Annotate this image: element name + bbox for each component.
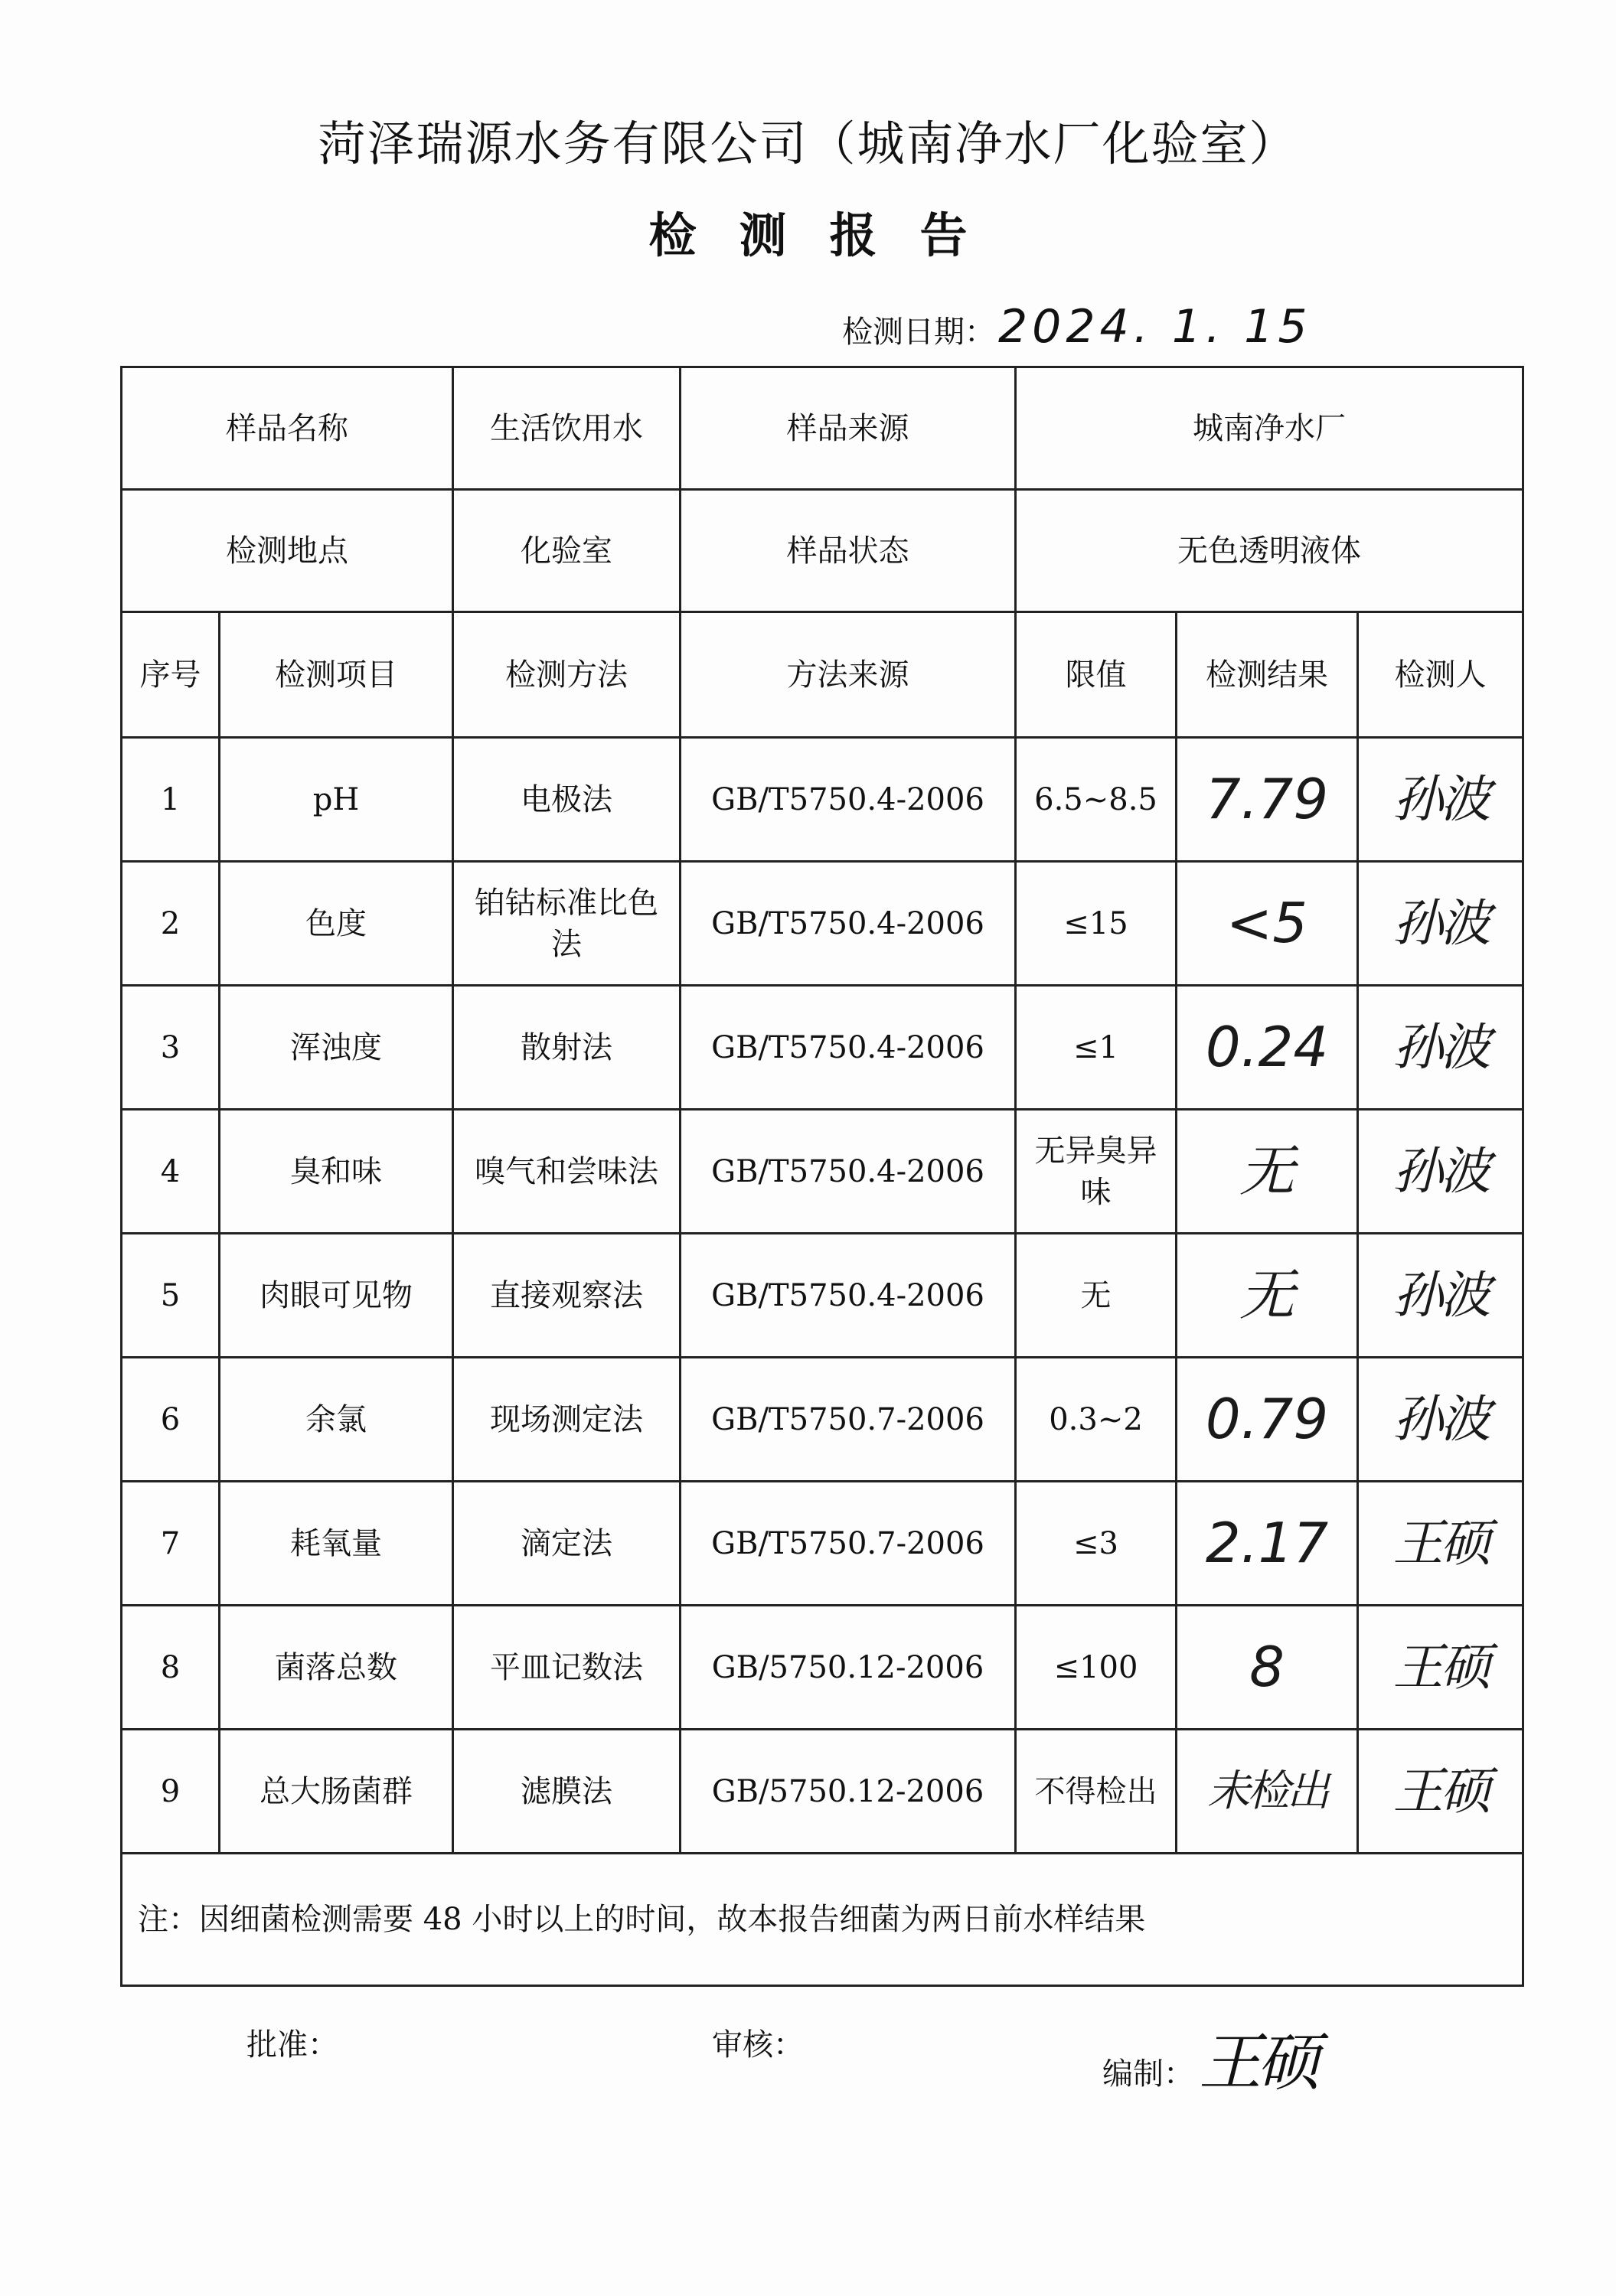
row-result: 2.17 [1177, 1482, 1358, 1606]
row-item: 余氯 [220, 1358, 453, 1482]
table-row [122, 1482, 1523, 1606]
row-method: 直接观察法 [453, 1234, 681, 1358]
row-limit: ≤15 [1016, 862, 1177, 986]
row-source: GB/T5750.4-2006 [681, 986, 1016, 1110]
row-source: GB/5750.12-2006 [681, 1730, 1016, 1854]
sample-info-row [122, 367, 1523, 490]
row-index: 8 [122, 1606, 220, 1730]
row-source: GB/T5750.7-2006 [681, 1358, 1016, 1482]
row-method: 散射法 [453, 986, 681, 1110]
sample-name-label: 样品名称 [122, 367, 453, 490]
row-index: 6 [122, 1358, 220, 1482]
compile-label: 编制： [1102, 2056, 1194, 2092]
row-method: 铂钴标准比色法 [453, 862, 681, 986]
row-limit: ≤1 [1016, 986, 1177, 1110]
row-limit: 不得检出 [1016, 1730, 1177, 1854]
row-item: 耗氧量 [220, 1482, 453, 1606]
row-item: 肉眼可见物 [220, 1234, 453, 1358]
sample-source-label: 样品来源 [681, 367, 1016, 490]
row-result: 0.24 [1177, 986, 1358, 1110]
table-row [122, 1110, 1523, 1234]
col-header-result: 检测结果 [1177, 612, 1358, 738]
sample-state-label: 样品状态 [681, 490, 1016, 612]
col-header-index: 序号 [122, 612, 220, 738]
row-result: 0.79 [1177, 1358, 1358, 1482]
row-item: pH [220, 738, 453, 862]
row-result: 8 [1177, 1606, 1358, 1730]
row-source: GB/T5750.7-2006 [681, 1482, 1016, 1606]
row-limit: 6.5~8.5 [1016, 738, 1177, 862]
location-value: 化验室 [453, 490, 681, 612]
row-method: 滤膜法 [453, 1730, 681, 1854]
row-tester-signature: 王硕 [1358, 1730, 1523, 1854]
row-result: <5 [1177, 862, 1358, 986]
row-item: 总大肠菌群 [220, 1730, 453, 1854]
col-header-tester: 检测人 [1358, 612, 1523, 738]
review-label: 审核： [712, 2027, 804, 2063]
row-method: 现场测定法 [453, 1358, 681, 1482]
row-tester-signature: 王硕 [1358, 1482, 1523, 1606]
row-item: 菌落总数 [220, 1606, 453, 1730]
test-date-value: 2024. 1. 15 [998, 300, 1312, 354]
row-tester-signature: 孙波 [1358, 986, 1523, 1110]
row-index: 9 [122, 1730, 220, 1854]
row-method: 嗅气和尝味法 [453, 1110, 681, 1234]
row-source: GB/T5750.4-2006 [681, 1234, 1016, 1358]
report-note: 注：因细菌检测需要 48 小时以上的时间，故本报告细菌为两日前水样结果 [122, 1854, 1523, 1986]
test-date-label: 检测日期： [842, 315, 995, 350]
sample-source-value: 城南净水厂 [1016, 367, 1523, 490]
row-source: GB/T5750.4-2006 [681, 862, 1016, 986]
row-index: 5 [122, 1234, 220, 1358]
row-limit: ≤3 [1016, 1482, 1177, 1606]
row-limit: 0.3~2 [1016, 1358, 1177, 1482]
approve-label: 批准： [246, 2027, 338, 2063]
row-tester-signature: 孙波 [1358, 1110, 1523, 1234]
organization-title: 菏泽瑞源水务有限公司（城南净水厂化验室） [318, 116, 1298, 171]
row-tester-signature: 孙波 [1358, 862, 1523, 986]
row-index: 3 [122, 986, 220, 1110]
row-index: 1 [122, 738, 220, 862]
row-result: 7.79 [1177, 738, 1358, 862]
table-header-row [122, 612, 1523, 738]
row-limit: ≤100 [1016, 1606, 1177, 1730]
row-source: GB/T5750.4-2006 [681, 738, 1016, 862]
row-index: 2 [122, 862, 220, 986]
row-method: 平皿记数法 [453, 1606, 681, 1730]
row-limit: 无 [1016, 1234, 1177, 1358]
approve-field [246, 2020, 338, 2064]
compiler-signature: 王硕 [1199, 2027, 1315, 2099]
report-title: 检测报告 [648, 207, 1010, 263]
row-source: GB/T5750.4-2006 [681, 1110, 1016, 1234]
table-row [122, 1730, 1523, 1854]
row-source: GB/5750.12-2006 [681, 1606, 1016, 1730]
table-row [122, 738, 1523, 862]
report-table [120, 366, 1524, 1987]
location-label: 检测地点 [122, 490, 453, 612]
row-index: 4 [122, 1110, 220, 1234]
row-tester-signature: 孙波 [1358, 738, 1523, 862]
note-row [122, 1854, 1523, 1986]
sample-name-value: 生活饮用水 [453, 367, 681, 490]
row-tester-signature: 孙波 [1358, 1358, 1523, 1482]
col-header-item: 检测项目 [220, 612, 453, 738]
col-header-method: 检测方法 [453, 612, 681, 738]
row-index: 7 [122, 1482, 220, 1606]
row-tester-signature: 孙波 [1358, 1234, 1523, 1358]
row-result: 无 [1177, 1234, 1358, 1358]
row-result: 无 [1177, 1110, 1358, 1234]
test-date [842, 300, 1312, 354]
table-row [122, 1358, 1523, 1482]
sample-state-value: 无色透明液体 [1016, 490, 1523, 612]
review-field [712, 2020, 804, 2064]
row-item: 臭和味 [220, 1110, 453, 1234]
row-result: 未检出 [1177, 1730, 1358, 1854]
table-row [122, 1606, 1523, 1730]
row-method: 电极法 [453, 738, 681, 862]
row-limit: 无异臭异味 [1016, 1110, 1177, 1234]
col-header-limit: 限值 [1016, 612, 1177, 738]
location-info-row [122, 490, 1523, 612]
table-row [122, 986, 1523, 1110]
table-row [122, 862, 1523, 986]
table-row [122, 1234, 1523, 1358]
row-item: 浑浊度 [220, 986, 453, 1110]
compile-field [1102, 2013, 1315, 2102]
row-tester-signature: 王硕 [1358, 1606, 1523, 1730]
row-method: 滴定法 [453, 1482, 681, 1606]
row-item: 色度 [220, 862, 453, 986]
signature-footer [0, 1998, 1616, 2099]
col-header-source: 方法来源 [681, 612, 1016, 738]
